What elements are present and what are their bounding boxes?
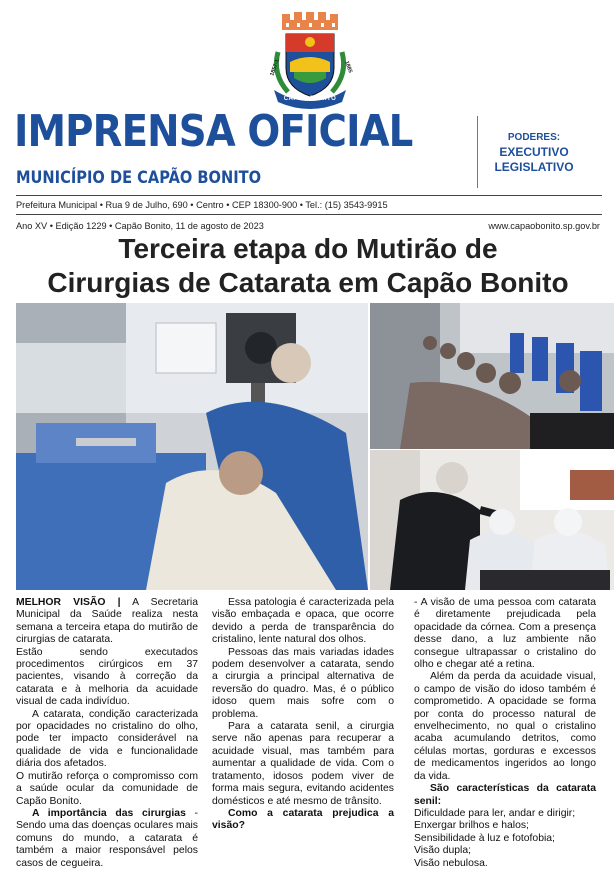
col3-list-item: Sensibilidade à luz e fotofobia; bbox=[414, 832, 555, 844]
col1-paragraph-1 bbox=[16, 597, 198, 647]
power-legislative: LEGISLATIVO bbox=[494, 160, 574, 174]
col3-list-item: Visão nebulosa. bbox=[414, 857, 488, 869]
col1-paragraph-2: Estão sendo executados procedimentos cirúrgicos em 37 pacientes, visando à correção da catarata e à melhoria da acuidade visual de cada indivíduo. bbox=[16, 646, 198, 708]
powers-label: PODERES: bbox=[507, 132, 561, 143]
col1-kicker: MELHOR VISÃO | bbox=[16, 597, 121, 608]
col3-paragraph-2: Além da perda da acuidade visual, o campo de visão do idoso também é comprometido. A opacidade se forma por conta do processo natural de envelhecimento, no qual o cristalino acaba acumulando detritos, como células mortas, gorduras e excessos de medicamentos ingeridos ao longo da vida. bbox=[414, 671, 596, 782]
masthead-subtitle: MUNICÍPIO DE CAPÃO BONITO bbox=[16, 168, 262, 188]
masthead-divider bbox=[477, 116, 478, 188]
col3-list-item: Dificuldade para ler, andar e dirigir; bbox=[414, 807, 576, 819]
surgery-photo bbox=[16, 303, 368, 590]
col2-paragraph-3: Para a catarata senil, a cirurgia serve não apenas para recuperar a acuidade visual, mas também para aumentar a qualidade de vida. Com o tratamento, idosos podem viver de forma mais segura, evitando acidentes domésticos e até mesmo de trânsito. bbox=[212, 721, 394, 807]
col1-paragraph-3: A catarata, condição caracterizada por opacidades no cristalino do olho, pode ter impacto considerável na qualidade de vida e funcionalidade diária dos afetados. bbox=[16, 708, 198, 770]
divider-rule-top bbox=[16, 195, 602, 196]
powers-block bbox=[482, 132, 586, 175]
article-column-3 bbox=[414, 597, 596, 870]
address-line: Prefeitura Municipal • Rua 9 de Julho, 690 • Centro • CEP 18300-900 • Tel.: (15) 3543-9915 bbox=[16, 200, 388, 210]
divider-rule-bottom bbox=[16, 214, 602, 215]
coat-of-arms-logo bbox=[268, 12, 352, 108]
masthead-title: IMPRENSA OFICIAL bbox=[14, 106, 413, 157]
crest-ribbon-text: CAPÃO BONITO bbox=[283, 96, 337, 102]
waiting-room-photo bbox=[370, 303, 614, 449]
website-link[interactable]: www.capaobonito.sp.gov.br bbox=[488, 221, 600, 231]
col3-list-item: Enxergar brilhos e halos; bbox=[414, 820, 529, 832]
headline-line-1: Terceira etapa do Mutirão de bbox=[118, 233, 498, 264]
col1-paragraph-5 bbox=[16, 808, 198, 870]
power-executive: EXECUTIVO bbox=[499, 145, 569, 159]
article-headline bbox=[0, 232, 616, 300]
crest-year-right: 1885 bbox=[342, 60, 353, 74]
col1-subhead: A importância das cirurgias bbox=[32, 807, 186, 819]
col2-paragraph-2: Pessoas das mais variadas idades podem desenvolver a catarata, sendo a cirurgia a principal alternativa de reversão do quadro. Mas, é o público idoso quem mais sofre com o problema. bbox=[212, 646, 394, 720]
crest-year-left: 1857-1. bbox=[269, 57, 282, 77]
col3-paragraph-1: - A visão de uma pessoa com catarata é diretamente prejudicada pela opacidade da córnea. Com a presença desse dano, a luz ambiente não consegue ultrapassar o cristalino do olho e chegar até a retina. bbox=[414, 597, 596, 671]
col1-paragraph-4: O mutirão reforça o compromisso com a saúde ocular da comunidade de Capão Bonito. bbox=[16, 770, 198, 807]
edition-line: Ano XV • Edição 1229 • Capão Bonito, 11 de agosto de 2023 bbox=[16, 221, 264, 231]
eye-exam-photo bbox=[370, 450, 614, 590]
col3-list-item: Visão dupla; bbox=[414, 845, 472, 857]
col3-list-title: São características da catarata senil: bbox=[414, 783, 596, 807]
article-column-1 bbox=[16, 597, 198, 870]
col2-paragraph-1: Essa patologia é caracterizada pela visão embaçada e opaca, que ocorre devido a perda de transparência do cristalino, lente natural dos olhos. bbox=[212, 597, 394, 646]
col2-subhead: Como a catarata prejudica a visão? bbox=[212, 807, 394, 832]
col1-p5-text: - Sendo uma das doenças oculares mais comuns do mundo, a catarata é também a maior responsável pelos casos de cegueira. bbox=[16, 807, 198, 869]
col1-p1-text: A Secretaria Municipal da Saúde realiza nesta semana a terceira etapa do mutirão de cirurgias de catarata. bbox=[16, 597, 198, 646]
article-column-2 bbox=[212, 597, 394, 833]
headline-line-2: Cirurgias de Catarata em Capão Bonito bbox=[47, 267, 569, 298]
